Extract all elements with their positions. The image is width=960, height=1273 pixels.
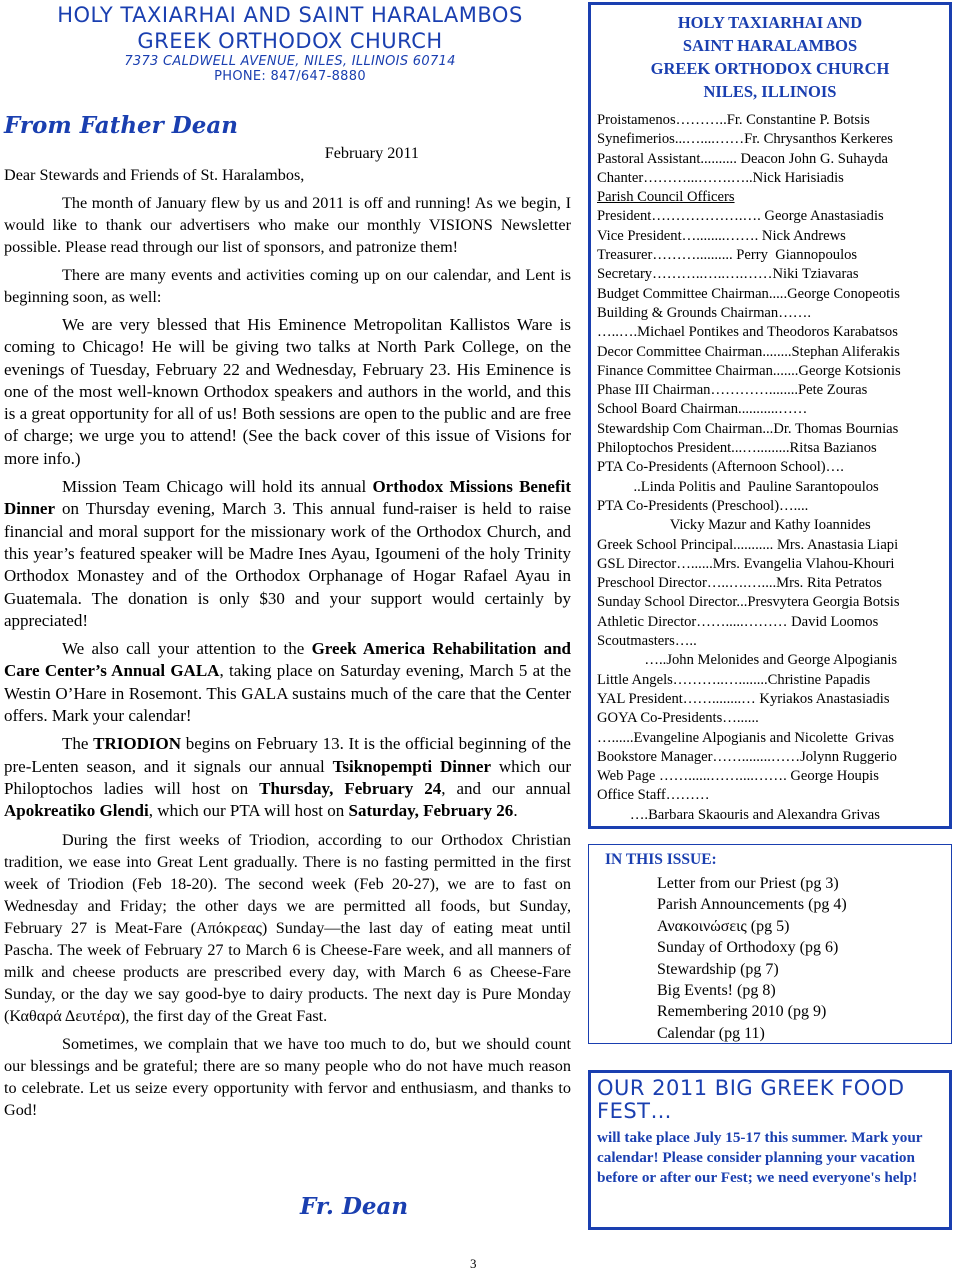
- staff-directory-title: [591, 11, 949, 103]
- masthead: [0, 2, 580, 84]
- staff-entry: ….Barbara Skaouris and Alexandra Grivas: [597, 806, 880, 823]
- staff-entry: Philoptochos President...….........Ritsa Bazianos: [597, 440, 877, 457]
- letter-paragraph: We are very blessed that His Eminence Metropolitan Kallistos Ware is coming to Chicago! He will be giving two talks at North Park College, on the evenings of Tuesday, February 22 and Wednesday, February 23. His Eminence is one of the most well-known Orthodox speakers and authors in the world, and this is a great opportunity for all of us! Both sessions are open to the public and are free of charge; we urge you to attend! (See the back cover of this issue of Visions for more info.): [4, 315, 571, 468]
- food-fest-box: [588, 1070, 952, 1230]
- issue-item: Calendar (pg 11): [657, 1024, 765, 1042]
- staff-entry: Stewardship Com Chairman...Dr. Thomas Bournias: [597, 420, 899, 437]
- church-name-line1: HOLY TAXIARHAI AND SAINT HARALAMBOS: [57, 3, 523, 27]
- staff-entry: Phase III Chairman…………........Pete Zouras: [597, 382, 868, 399]
- staff-entry: President……………….…. George Anastasiadis: [597, 208, 884, 225]
- letter-heading: From Father Dean: [4, 112, 239, 139]
- event-name: Greek America Rehabilitation and Care Center’s Annual GALA: [4, 639, 571, 681]
- text-run: .: [513, 801, 518, 821]
- staff-entry: Pastoral Assistant.......... Deacon John G. Suhayda: [597, 150, 889, 167]
- staff-entry: Decor Committee Chairman........Stephan Aliferakis: [597, 343, 900, 360]
- staff-entry: Secretary………..…..….……Niki Tziavaras: [597, 266, 859, 283]
- food-fest-text: will take place July 15-17 this summer. Mark your calendar! Please consider planning your vacation before or after our Fest; we need everyone's help!: [597, 1129, 923, 1186]
- staff-section-heading: Parish Council Officers: [597, 189, 735, 206]
- staff-directory-box: [588, 2, 952, 829]
- staff-entry: Vice President…........……. Nick Andrews: [597, 227, 846, 244]
- staff-entry: …......Evangeline Alpogianis and Nicolette Grivas: [597, 729, 895, 746]
- staff-entry: Preschool Director…..….…....Mrs. Rita Petratos: [597, 575, 882, 592]
- church-address: 7373 CALDWELL AVENUE, NILES, ILLINOIS 60714: [124, 54, 456, 69]
- staff-entry: Treasurer……….......... Perry Giannopoulos: [597, 247, 858, 264]
- staff-entry: GSL Director…......Mrs. Evangelia Vlahou-Khouri: [597, 555, 895, 572]
- staff-entry: PTA Co-Presidents (Preschool)…....: [597, 497, 809, 514]
- letter-paragraph: There are many events and activities coming up on our calendar, and Lent is beginning soon, as well:: [4, 266, 571, 306]
- staff-title-line: NILES, ILLINOIS: [703, 82, 837, 101]
- staff-entry: ..Linda Politis and Pauline Sarantopoulos: [597, 478, 879, 495]
- text-run: We also call your attention to the: [62, 639, 312, 659]
- issue-item: Sunday of Orthodoxy (pg 6): [657, 939, 839, 957]
- in-this-issue-list: [657, 873, 847, 1044]
- staff-title-line: HOLY TAXIARHAI AND: [677, 13, 863, 32]
- staff-entry: …..John Melonides and George Alpogianis: [597, 652, 898, 669]
- staff-entry: School Board Chairman...........……: [597, 401, 808, 418]
- issue-item: Ανακοινώσεις (pg 5): [657, 917, 790, 935]
- text-run: on Thursday evening, March 3. This annual fund-raiser is held to raise financial and moral support for the missionary work of the Orthodox Church, and this year’s featured speaker will be Madre Ines Ayau, Igoumeni of the holy Trinity Orthodox Monastey and of the Orthodox Orphanage of Hogar Rafael Ayau in Guatemala. The donation is only $30 and your support would certainly by appreciated!: [4, 499, 571, 630]
- staff-entry: Finance Committee Chairman.......George Kotsionis: [597, 362, 901, 379]
- staff-entry: Proistamenos………..Fr. Constantine P. Botsis: [597, 112, 870, 128]
- event-name: Orthodox Missions Benefit Dinner: [4, 477, 571, 519]
- staff-entry: Building & Grounds Chairman…….: [597, 304, 812, 321]
- church-phone: PHONE: 847/647-8880: [214, 69, 366, 84]
- staff-entry: Scoutmasters…..: [597, 633, 697, 650]
- staff-entry: YAL President……........… Kyriakos Anastasiadis: [597, 690, 890, 707]
- staff-list: [597, 111, 949, 825]
- church-name-line2: GREEK ORTHODOX CHURCH: [137, 29, 443, 53]
- staff-entry: Sunday School Director...Presvytera Georgia Botsis: [597, 594, 900, 611]
- signature: Fr. Dean: [300, 1193, 409, 1220]
- staff-entry: Web Page ……......……....……. George Houpis: [597, 768, 879, 785]
- letter-paragraph: [4, 733, 571, 822]
- staff-entry: Chanter………...…….…..Nick Harisiadis: [597, 169, 844, 186]
- in-this-issue-box: [588, 844, 952, 1044]
- letter-paragraph: During the first weeks of Triodion, according to our Orthodox Christian tradition, we ease into Great Lent gradually. There is no fasting permitted in the first week of Triodion (Feb 18-20). The second week (Feb 20-27), we are to fast on Wednesday and Friday; the other days we are permitted all foods, but Sunday, February 27 is Meat-Fare (Απόκρεας) Sunday—the last day of eating meat until Pascha. The week of February 27 to March 6 is Cheese-Fare week, and all manners of milk and cheese products are prescribed every day, with March 6 as Cheese-Fare Sunday, or the day we say good-bye to dairy products. The next day is Pure Monday (Καθαρά Δευτέρα), the first day of the Great Fast.: [4, 830, 571, 1025]
- letter-paragraph: The month of January flew by us and 2011 is off and running! As we begin, I would like to thank our advertisers who make our monthly VISIONS Newsletter possible. Please read through our list of sponsors, and patronize them!: [4, 194, 571, 256]
- issue-item: Parish Announcements (pg 4): [657, 896, 847, 914]
- letter-greeting: Dear Stewards and Friends of St. Haralambos,: [4, 166, 305, 184]
- event-date: Saturday, February 26: [348, 801, 514, 821]
- text-run: begins on February 13. It is the official beginning of the pre-Lenten season, and it signals our annual: [4, 734, 571, 776]
- staff-entry: GOYA Co-Presidents…......: [597, 710, 759, 727]
- letter-paragraph: Sometimes, we complain that we have too much to do, but we should count our blessings and be grateful; there are so many people who do not have much reason to celebrate. Let us seize every opportunity with fervor and enthusiasm, and thanks to God!: [4, 1034, 571, 1119]
- food-fest-title: OUR 2011 BIG GREEK FOOD FEST…: [597, 1076, 905, 1123]
- letter-date: February 2011: [324, 144, 419, 162]
- event-date: Thursday, February 24: [259, 778, 442, 798]
- staff-entry: Greek School Principal........... Mrs. Anastasia Liapi: [597, 536, 899, 553]
- staff-title-line: GREEK ORTHODOX CHURCH: [650, 59, 890, 78]
- text-run: The: [62, 734, 94, 754]
- staff-entry: Bookstore Manager……........……Jolynn Ruggerio: [597, 748, 897, 765]
- text-run: Mission Team Chicago will hold its annual: [62, 477, 373, 497]
- staff-title-line: SAINT HARALAMBOS: [682, 36, 858, 55]
- event-name: TRIODION: [93, 734, 181, 754]
- letter-paragraph: [4, 638, 571, 727]
- text-run: , and our annual: [441, 778, 571, 798]
- issue-item: Stewardship (pg 7): [657, 960, 779, 978]
- text-run: , taking place on Saturday evening, March 5 at the Westin O’Hare in Rosemont. This GALA sustains much of the care that the Center offers. Mark your calendar!: [4, 661, 571, 726]
- staff-entry: PTA Co-Presidents (Afternoon School)….: [597, 459, 844, 476]
- issue-item: Remembering 2010 (pg 9): [657, 1003, 827, 1021]
- text-run: , which our PTA will host on: [148, 801, 349, 821]
- event-name: Apokreatiko Glendi: [4, 801, 149, 821]
- staff-entry: Vicky Mazur and Kathy Ioannides: [597, 517, 871, 534]
- issue-item: Big Events! (pg 8): [657, 982, 776, 1000]
- staff-entry: Little Angels………..…........Christine Papadis: [597, 671, 871, 688]
- staff-entry: Budget Committee Chairman.....George Conopeotis: [597, 285, 900, 302]
- staff-entry: Office Staff………: [597, 787, 710, 804]
- in-this-issue-title: IN THIS ISSUE:: [605, 851, 717, 868]
- page-number: 3: [470, 1256, 477, 1271]
- staff-entry: Synefimerios...…....……Fr. Chrysanthos Kerkeres: [597, 131, 893, 148]
- letter-paragraph: [4, 476, 571, 632]
- event-name: Tsiknopempti Dinner: [332, 756, 491, 776]
- issue-item: Letter from our Priest (pg 3): [657, 875, 839, 892]
- letter-body: [4, 142, 571, 1127]
- staff-entry: …..….Michael Pontikes and Theodoros Karabatsos: [597, 324, 898, 341]
- text-run: which our Philoptochos ladies will host on: [4, 756, 571, 798]
- staff-entry: Athletic Director…….....……… David Loomos: [597, 613, 879, 630]
